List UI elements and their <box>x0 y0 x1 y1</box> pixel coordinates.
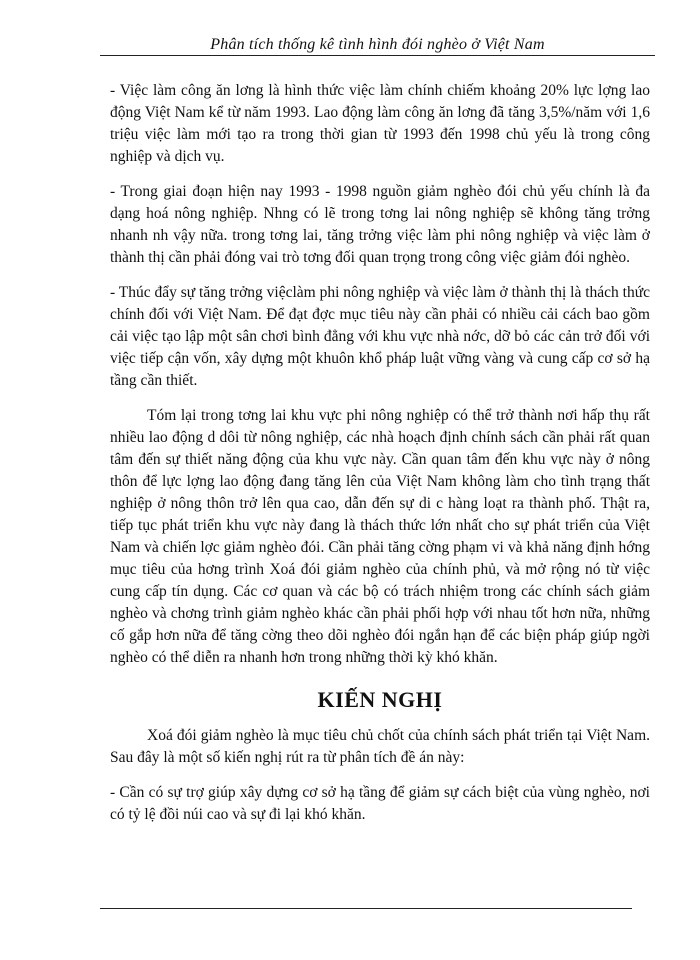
paragraph-recommendation-intro: Xoá đói giảm nghèo là mục tiêu chủ chốt của chính sách phát triển tại Việt Nam. Sau đây là một số kiến nghị rút ra từ phân tích đề án này: <box>110 727 650 766</box>
paragraph-wage-employment: - Việc làm công ăn lơng là hình thức việc làm chính chiếm khoảng 20% lực lợng lao động Việt Nam kể từ năm 1993. Lao động làm công ăn lơng đã tăng 3,5%/năm với 1,6 triệu việc làm mới tạo ra trong thời gian từ 1993 đến 1998 chủ yếu là trong công nghiệp và dịch vụ. <box>110 82 650 165</box>
page-header <box>100 36 655 56</box>
paragraph-summary: Tóm lại trong tơng lai khu vực phi nông nghiệp có thể trở thành nơi hấp thụ rất nhiều lao động d dôi từ nông nghiệp, các nhà hoạch định chính sách cần phải rất quan tâm đến sự thiết năng động của khu vực này. Cần quan tâm đến khu vực này ở nông thôn để lực lợng lao động đang tăng lên của Việt Nam không làm cho tình trạng thất nghiệp ở nông thôn trở lên qua cao, dẫn đến sự di c hàng loạt ra thành phố. Thật ra, tiếp tục phát triển khu vực này đang là thách thức lớn nhất cho sự phát triển của Việt Nam và chiến lợc giảm nghèo đói. Cần phải tăng cờng phạm vi và khả năng định hớng mục tiêu của hơng trình Xoá đói giảm nghèo của chính phủ, và mở rộng nó từ việc cung cấp tín dụng. Các cơ quan và các bộ có trách nhiệm trong các chính sách giảm nghèo và chơng trình giảm nghèo khác cần phải phối hợp với nhau tốt hơn nữa, những cố gắp hơn nữa để tăng cờng theo dõi nghèo đói ngắn hạn để các biện pháp giúp ngời nghèo có thể diễn ra nhanh hơn trong những thời kỳ khó khăn. <box>110 407 650 666</box>
paragraph-non-farm-growth: - Thúc đẩy sự tăng trởng việclàm phi nông nghiệp và việc làm ở thành thị là thách thức chính đối với Việt Nam. Để đạt đợc mục tiêu này cần phải có nhiều cải cách bao gồm cải việc tạo lập một sân chơi bình đẳng với khu vực nhà nớc, dỡ bỏ các cản trở đối với việc tiếp cận vốn, xây dựng một khuôn khổ pháp luật vững vàng và cung cấp cơ sở hạ tầng cần thiết. <box>110 284 650 389</box>
paragraph-agriculture-diversification: - Trong giai đoạn hiện nay 1993 - 1998 nguồn giảm nghèo đói chủ yếu chính là đa dạng hoá nông nghiệp. Nhng có lẽ trong tơng lai nông nghiệp sẽ không tăng trởng nhanh nh vậy nữa. trong tơng lai, tăng trởng việc làm phi nông nghiệp và việc làm ở thành thị cần phải đóng vai trò tơng đối quan trọng trong công việc giảm đói nghèo. <box>110 183 650 266</box>
document-body <box>110 80 650 839</box>
paragraph-recommendation-1: - Cần có sự trợ giúp xây dựng cơ sở hạ tầng để giảm sự cách biệt của vùng nghèo, nơi có tỷ lệ đồi núi cao và sự đi lại khó khăn. <box>110 784 650 823</box>
section-heading: KIẾN NGHỊ <box>317 687 443 712</box>
footer-rule <box>100 908 632 909</box>
header-title: Phân tích thống kê tình hình đói nghèo ở Việt Nam <box>210 36 545 53</box>
